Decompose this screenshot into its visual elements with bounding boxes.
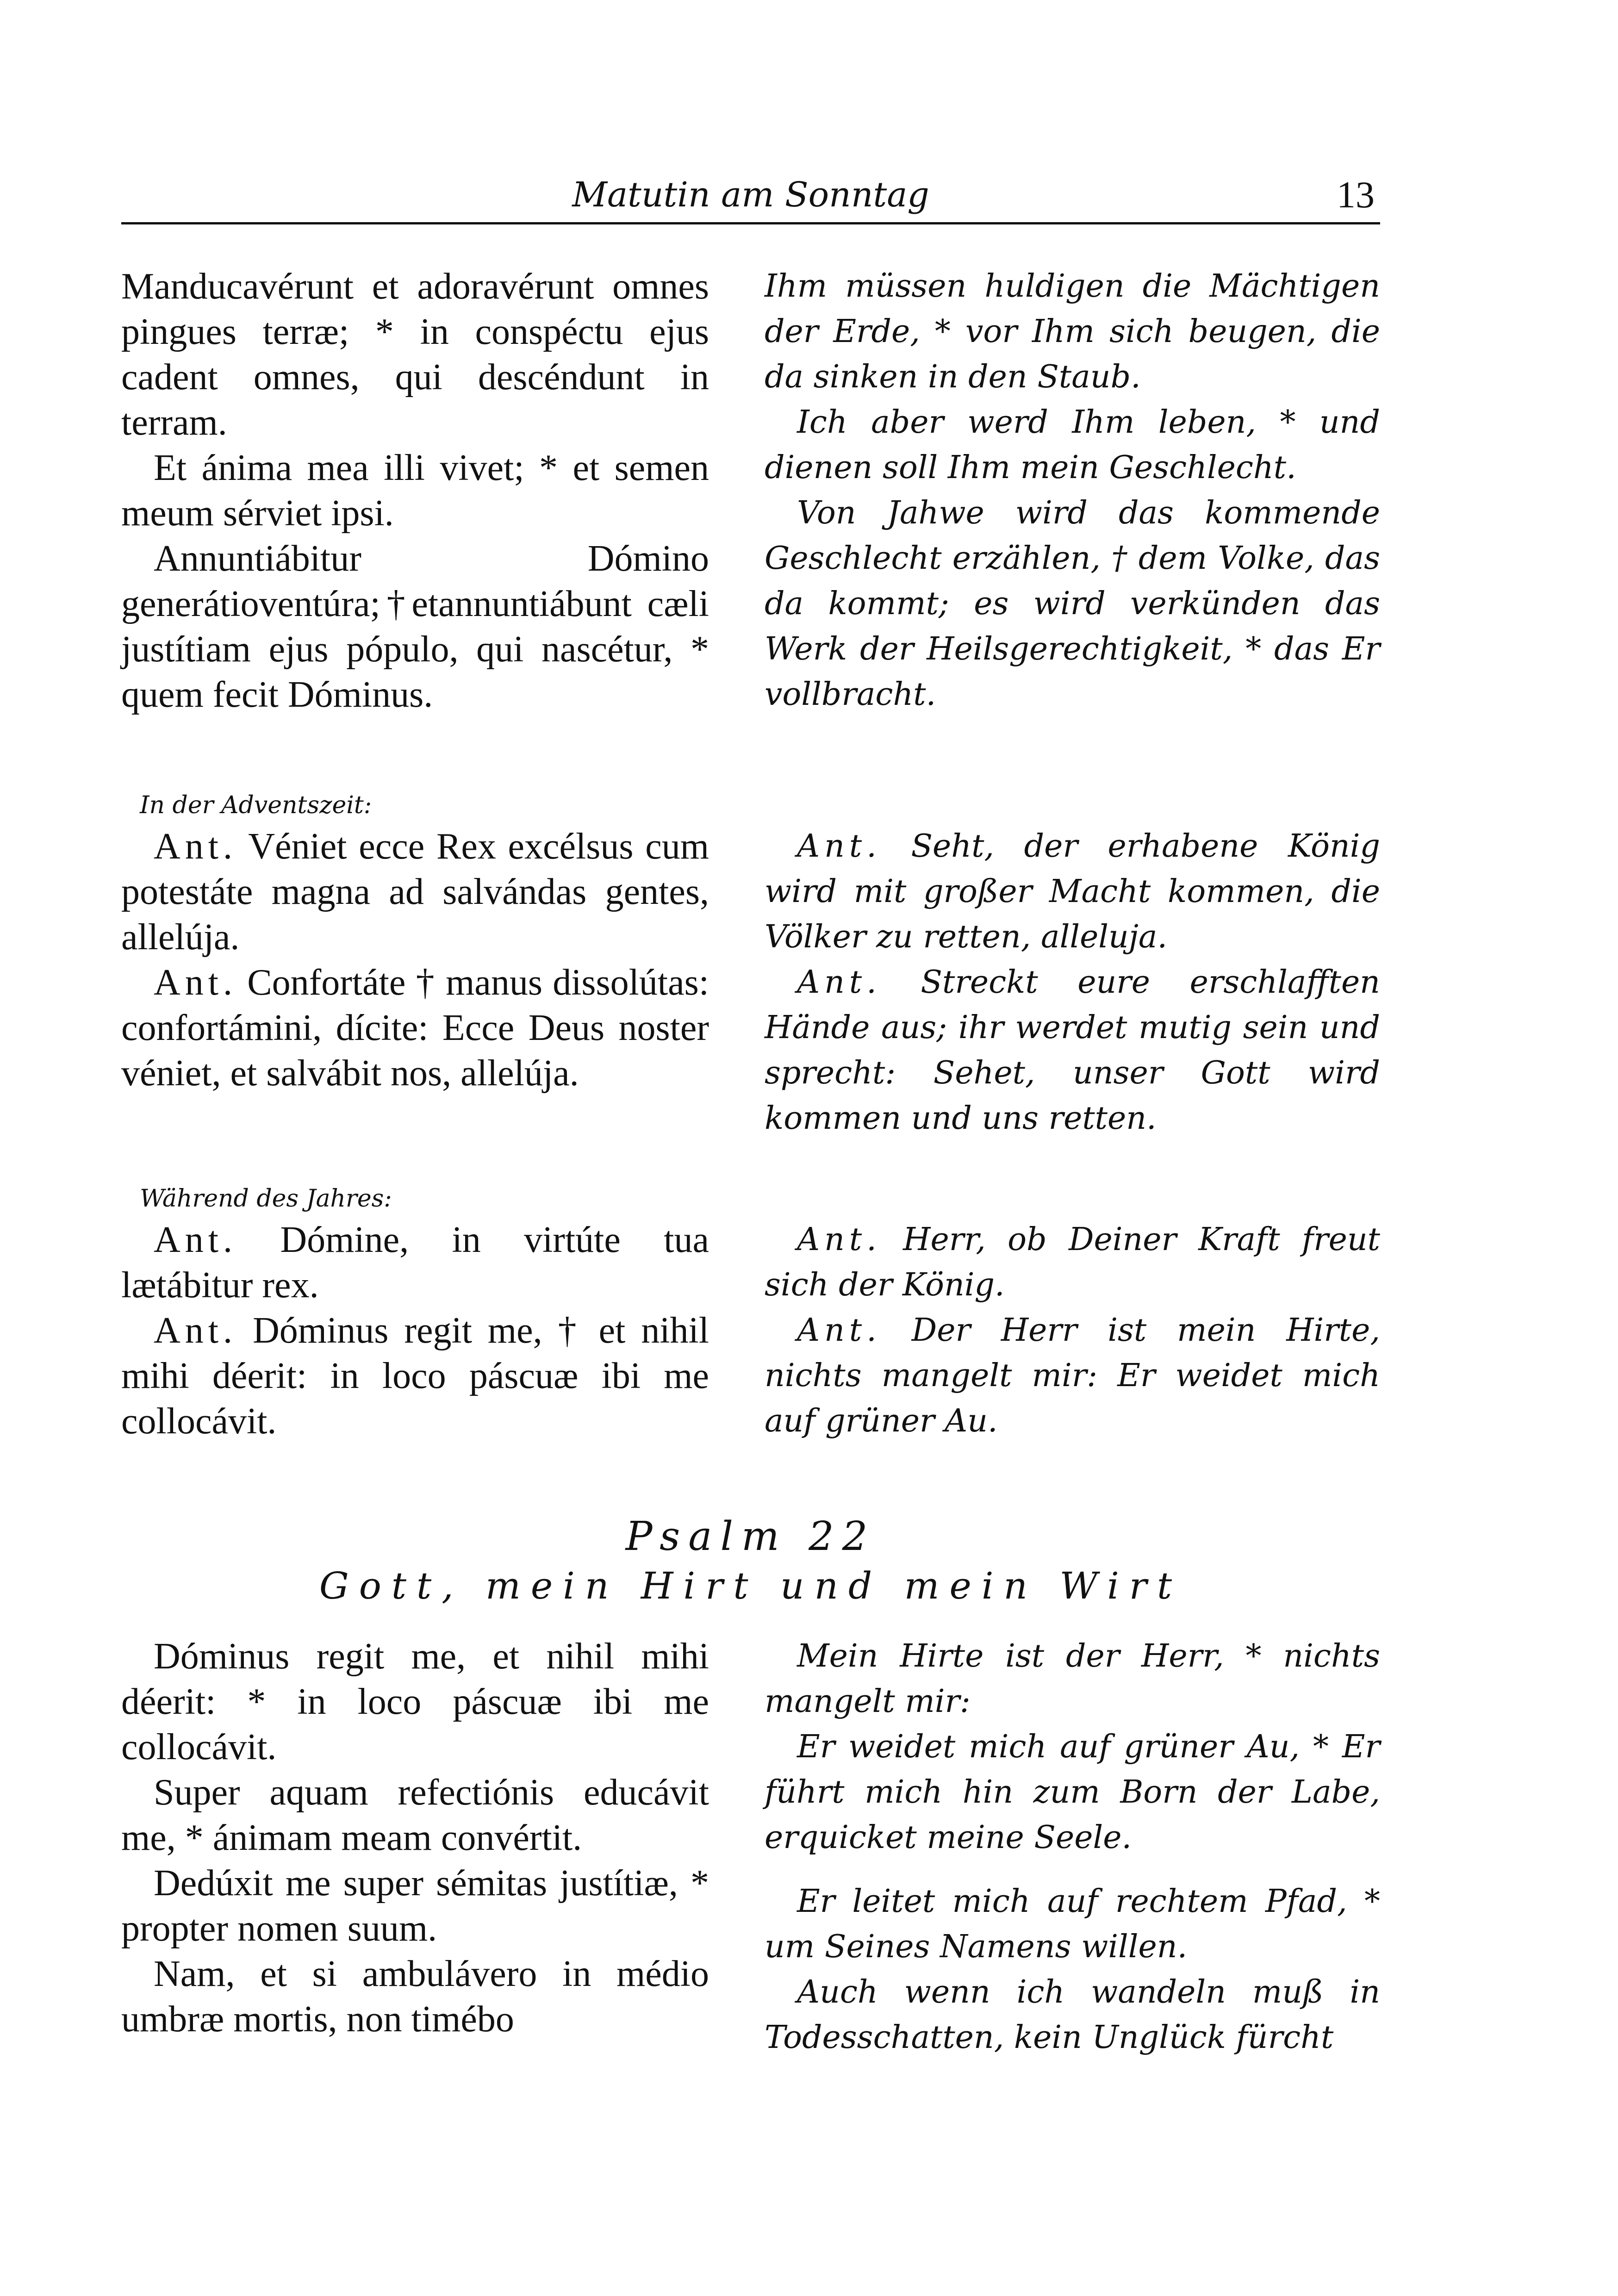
antiphon-text: Dóminus regit me, † et nihil mihi déerit: in loco páscuæ ibi me collocávit. xyxy=(121,1310,709,1442)
antiphon-text: Herr, ob Deiner Kraft freut sich der König. xyxy=(765,1221,1380,1303)
antiphon-text: Véniet ecce Rex excélsus cum potestáte magna ad salvándas gentes, allelúja. xyxy=(121,826,709,958)
latin-antiphon xyxy=(121,1308,709,1444)
latin-verse: Dedúxit me super sémitas justítiæ, * propter nomen suum. xyxy=(121,1863,709,1949)
latin-verse: Super aquam refectiónis educávit me, * ánimam meam convértit. xyxy=(121,1772,709,1858)
antiphon-text: Seht, der erhabene König wird mit großer Macht kommen, die Völker zu retten, alleluja. xyxy=(765,828,1380,955)
spacer xyxy=(765,1860,1380,1879)
german-column xyxy=(765,1634,1380,2060)
latin-verse: Annuntiábitur Dómino generátioventúra;†etannuntiábunt cæli justítiam ejus pópulo, qui nascétur, * quem fecit Dóminus. xyxy=(121,538,709,715)
german-verse: Er leitet mich auf rechtem Pfad, * um Seines Namens willen. xyxy=(765,1883,1380,1965)
ant-label: Ant. xyxy=(797,1221,881,1258)
ant-label: Ant. xyxy=(797,964,881,1001)
latin-column xyxy=(121,264,709,717)
page-number: 13 xyxy=(1337,174,1375,216)
antiphon-text: Dómine, in virtúte tua lætábitur rex. xyxy=(121,1220,709,1306)
german-verse: Ihm müssen huldigen die Mächtigen der Erde, * vor Ihm sich beugen, die da sinken in den Staub. xyxy=(765,268,1380,395)
advent-rubric: In der Adventszeit: xyxy=(140,791,372,819)
german-antiphon xyxy=(765,1308,1380,1444)
german-column xyxy=(765,824,1380,1141)
german-verse: Er weidet mich auf grüner Au, * Er führt mich hin zum Born der Labe, erquicket meine Seele. xyxy=(765,1729,1380,1856)
german-column xyxy=(765,1217,1380,1444)
german-verse: Von Jahwe wird das kommende Geschlecht erzählen, † dem Volke, das da kommt; es wird verkünden das Werk der Heilsgerechtigkeit, * das Er vollbracht. xyxy=(765,495,1380,713)
psalm-subtitle: Gott, mein Hirt und mein Wirt xyxy=(319,1564,1182,1607)
latin-antiphon xyxy=(121,824,709,960)
psalm-title: Psalm 22 xyxy=(625,1513,876,1560)
ant-label: Ant. xyxy=(797,828,881,865)
german-column xyxy=(765,264,1380,717)
running-header xyxy=(121,167,1380,224)
ant-label: Ant. xyxy=(154,1220,237,1260)
ant-label: Ant. xyxy=(154,826,237,867)
latin-verse: Et ánima mea illi vivet; * et semen meum sérviet ipsi. xyxy=(121,448,709,534)
german-antiphon xyxy=(765,960,1380,1141)
antiphon-text: Der Herr ist mein Hirte, nichts mangelt mir: Er weidet mich auf grüner Au. xyxy=(765,1312,1380,1439)
german-verse: Mein Hirte ist der Herr, * nichts mangelt mir: xyxy=(765,1638,1380,1720)
latin-antiphon xyxy=(121,960,709,1096)
latin-antiphon xyxy=(121,1217,709,1308)
antiphon-text: Confortáte † manus dissolútas: confortámini, dícite: Ecce Deus noster véniet, et salvábit nos, allelúja. xyxy=(121,962,709,1094)
ant-label: Ant. xyxy=(154,962,237,1003)
german-verse: Ich aber werd Ihm leben, * und dienen soll Ihm mein Geschlecht. xyxy=(765,404,1380,486)
german-verse: Auch wenn ich wandeln muß in Todesschatten, kein Unglück fürcht xyxy=(765,1974,1380,2056)
latin-verse: Nam, et si ambulávero in médio umbræ mortis, non timébo xyxy=(121,1954,709,2040)
german-antiphon xyxy=(765,824,1380,960)
antiphon-text: Streckt eure erschlafften Hände aus; ihr werdet mutig sein und sprecht: Sehet, unser Gott wird kommen und uns retten. xyxy=(765,964,1380,1137)
ant-label: Ant. xyxy=(154,1310,237,1351)
latin-verse: Manducavérunt et adoravérunt omnes pingues terræ; * in conspéctu ejus cadent omnes, qui descéndunt in terram. xyxy=(121,266,709,443)
header-title: Matutin am Sonntag xyxy=(572,175,929,215)
latin-verse: Dóminus regit me, et nihil mihi déerit: * in loco páscuæ ibi me collocávit. xyxy=(121,1636,709,1767)
ant-label: Ant. xyxy=(797,1312,881,1349)
year-rubric: Während des Jahres: xyxy=(140,1185,392,1213)
latin-column xyxy=(121,787,709,1096)
latin-column xyxy=(121,1180,709,1444)
german-antiphon xyxy=(765,1217,1380,1308)
latin-column xyxy=(121,1634,709,2042)
